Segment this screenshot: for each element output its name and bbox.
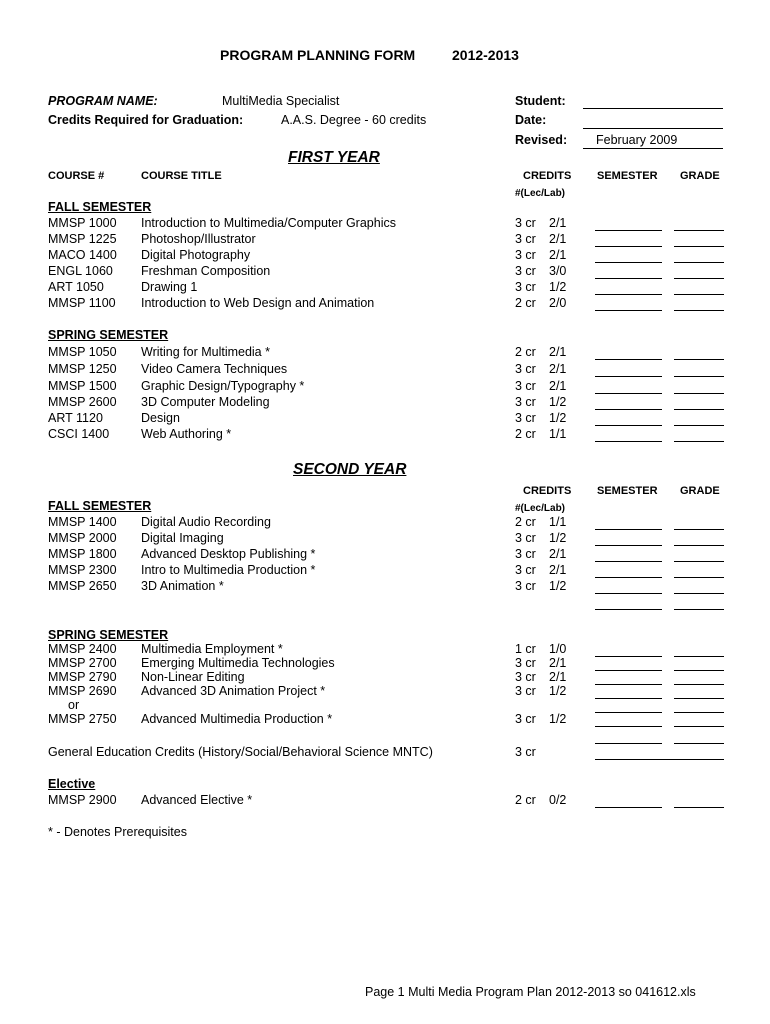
course-credits: 3 cr — [515, 547, 536, 561]
form-title: PROGRAM PLANNING FORM — [220, 47, 416, 63]
course-row — [0, 579, 770, 595]
course-title: Digital Imaging — [141, 531, 224, 545]
second-year-heading: SECOND YEAR — [293, 461, 407, 478]
course-number: MMSP 1225 — [48, 232, 117, 246]
course-lec-lab: 2/1 — [549, 379, 567, 393]
page-footer: Page 1 Multi Media Program Plan 2012-2013 so 041612.xls — [365, 985, 696, 999]
course-lec-lab: 2/1 — [549, 670, 567, 684]
gen-ed-credits: 3 cr — [515, 745, 536, 759]
course-title: 3D Computer Modeling — [141, 395, 270, 409]
course-row — [0, 531, 770, 547]
course-lec-lab: 1/2 — [549, 712, 567, 726]
grade-blank[interactable] — [674, 593, 724, 594]
course-number: MMSP 1050 — [48, 345, 117, 359]
grade-blank[interactable] — [674, 425, 724, 426]
course-lec-lab: 0/2 — [549, 793, 567, 807]
course-row — [0, 216, 770, 232]
course-credits: 3 cr — [515, 563, 536, 577]
course-number: MMSP 2700 — [48, 656, 117, 670]
course-credits: 3 cr — [515, 531, 536, 545]
course-title: Writing for Multimedia * — [141, 345, 270, 359]
grade-blank[interactable] — [674, 609, 724, 610]
course-number: MMSP 2000 — [48, 531, 117, 545]
course-row — [0, 232, 770, 248]
course-credits: 3 cr — [515, 362, 536, 376]
grade-blank[interactable] — [674, 359, 724, 360]
credits-header: CREDITS — [523, 485, 572, 497]
course-lec-lab: 2/0 — [549, 296, 567, 310]
course-number: MMSP 1500 — [48, 379, 117, 393]
semester-blank[interactable] — [595, 425, 662, 426]
program-name-value: MultiMedia Specialist — [222, 94, 340, 108]
course-title: Advanced 3D Animation Project * — [141, 684, 326, 698]
course-number: ENGL 1060 — [48, 264, 113, 278]
course-lec-lab: 1/2 — [549, 531, 567, 545]
course-title: Advanced Desktop Publishing * — [141, 547, 316, 561]
course-credits: 3 cr — [515, 395, 536, 409]
semester-blank[interactable] — [595, 743, 662, 744]
course-row — [0, 264, 770, 280]
date-label: Date: — [515, 113, 547, 127]
credits-required-label: Credits Required for Graduation: — [48, 113, 244, 127]
course-lec-lab: 3/0 — [549, 264, 567, 278]
student-field-line[interactable] — [583, 108, 723, 109]
course-lec-lab: 2/1 — [549, 547, 567, 561]
grade-blank[interactable] — [674, 529, 724, 530]
course-title: Advanced Elective * — [141, 793, 253, 807]
course-title-header: COURSE TITLE — [141, 170, 222, 182]
course-row — [0, 345, 770, 361]
semester-blank[interactable] — [595, 359, 662, 360]
lec-lab-header: #(Lec/Lab) — [515, 188, 566, 199]
course-number: MMSP 2400 — [48, 642, 117, 656]
course-row — [0, 793, 770, 809]
grade-blank[interactable] — [674, 246, 724, 247]
course-credits: 2 cr — [515, 427, 536, 441]
semester-blank[interactable] — [595, 561, 662, 562]
course-number: MMSP 2790 — [48, 670, 117, 684]
semester-blank[interactable] — [595, 409, 662, 410]
first-year-heading: FIRST YEAR — [288, 149, 380, 166]
semester-header: SEMESTER — [597, 170, 658, 182]
semester-blank[interactable] — [595, 278, 662, 279]
grade-blank[interactable] — [674, 409, 724, 410]
course-credits: 1 cr — [515, 642, 536, 656]
course-credits: 2 cr — [515, 345, 536, 359]
fall-semester-heading: FALL SEMESTER — [48, 200, 152, 214]
semester-blank[interactable] — [595, 246, 662, 247]
grade-blank[interactable] — [674, 698, 724, 699]
revised-label: Revised: — [515, 133, 568, 147]
course-row — [0, 362, 770, 378]
course-credits: 3 cr — [515, 712, 536, 726]
semester-blank[interactable] — [595, 545, 662, 546]
course-credits: 3 cr — [515, 216, 536, 230]
grade-header: GRADE — [680, 485, 720, 497]
course-number: ART 1050 — [48, 280, 104, 294]
course-lec-lab: 2/1 — [549, 216, 567, 230]
spring-semester-heading: SPRING SEMESTER — [48, 628, 169, 642]
course-number: MMSP 1800 — [48, 547, 117, 561]
grade-blank[interactable] — [674, 230, 724, 231]
course-title: Digital Photography — [141, 248, 251, 262]
course-title: Intro to Multimedia Production * — [141, 563, 316, 577]
grade-blank[interactable] — [674, 561, 724, 562]
gen-ed-row — [0, 745, 770, 761]
course-lec-lab: 1/1 — [549, 515, 567, 529]
year-range: 2012-2013 — [452, 47, 519, 63]
semester-blank[interactable] — [595, 698, 662, 699]
course-credits: 2 cr — [515, 296, 536, 310]
course-row — [0, 712, 770, 728]
course-row — [0, 395, 770, 411]
course-row — [0, 515, 770, 531]
semester-blank[interactable] — [595, 294, 662, 295]
semester-blank[interactable] — [595, 393, 662, 394]
course-lec-lab: 2/1 — [549, 563, 567, 577]
prerequisite-note: * - Denotes Prerequisites — [48, 825, 187, 839]
course-number: MMSP 2600 — [48, 395, 117, 409]
course-title: Drawing 1 — [141, 280, 198, 294]
course-number: MMSP 2650 — [48, 579, 117, 593]
semester-blank[interactable] — [595, 529, 662, 530]
course-title: Design — [141, 411, 180, 425]
grade-blank[interactable] — [674, 743, 724, 744]
grade-blank[interactable] — [674, 376, 724, 377]
course-lec-lab: 1/0 — [549, 642, 567, 656]
course-number: MMSP 1250 — [48, 362, 117, 376]
semester-blank[interactable] — [595, 609, 662, 610]
semester-blank[interactable] — [595, 262, 662, 263]
elective-heading: Elective — [48, 777, 96, 791]
course-credits: 3 cr — [515, 264, 536, 278]
grade-blank[interactable] — [674, 726, 724, 727]
course-lec-lab: 1/1 — [549, 427, 567, 441]
grade-blank[interactable] — [674, 262, 724, 263]
course-number: MMSP 1400 — [48, 515, 117, 529]
course-credits: 3 cr — [515, 670, 536, 684]
grade-blank[interactable] — [674, 577, 724, 578]
gen-ed-blank[interactable] — [595, 759, 724, 760]
revised-field-line — [583, 148, 723, 149]
course-credits: 3 cr — [515, 232, 536, 246]
credits-header: CREDITS — [523, 170, 572, 182]
course-credits: 3 cr — [515, 656, 536, 670]
course-title: 3D Animation * — [141, 579, 224, 593]
course-number: ART 1120 — [48, 411, 103, 425]
grade-blank[interactable] — [674, 294, 724, 295]
course-row — [0, 379, 770, 395]
course-lec-lab: 1/2 — [549, 684, 567, 698]
course-number: MACO 1400 — [48, 248, 117, 262]
course-credits: 3 cr — [515, 684, 536, 698]
course-title: Non-Linear Editing — [141, 670, 245, 684]
grade-blank[interactable] — [674, 441, 724, 442]
course-number: MMSP 2690 — [48, 684, 117, 698]
gen-ed-title: General Education Credits (History/Social/Behavioral Science MNTC) — [48, 745, 433, 759]
grade-blank[interactable] — [674, 310, 724, 311]
course-title: Multimedia Employment * — [141, 642, 283, 656]
course-row — [0, 547, 770, 563]
student-label: Student: — [515, 94, 566, 108]
course-row — [0, 427, 770, 443]
program-name-label: PROGRAM NAME: — [48, 94, 158, 108]
course-title: Freshman Composition — [141, 264, 271, 278]
course-lec-lab: 2/1 — [549, 362, 567, 376]
course-row — [0, 563, 770, 579]
grade-blank[interactable] — [674, 545, 724, 546]
course-number: MMSP 2300 — [48, 563, 117, 577]
credits-required-value: A.A.S. Degree - 60 credits — [281, 113, 427, 127]
course-number-header: COURSE # — [48, 170, 105, 182]
course-lec-lab: 2/1 — [549, 656, 567, 670]
semester-blank[interactable] — [595, 726, 662, 727]
course-row — [0, 684, 770, 700]
course-lec-lab: 1/2 — [549, 579, 567, 593]
semester-header: SEMESTER — [597, 485, 658, 497]
semester-blank[interactable] — [595, 310, 662, 311]
course-title: Video Camera Techniques — [141, 362, 288, 376]
course-lec-lab: 2/1 — [549, 345, 567, 359]
semester-blank[interactable] — [595, 577, 662, 578]
course-title: Introduction to Multimedia/Computer Graphics — [141, 216, 396, 230]
course-credits: 3 cr — [515, 579, 536, 593]
grade-blank[interactable] — [674, 807, 724, 808]
course-credits: 3 cr — [515, 280, 536, 294]
spring-semester-heading: SPRING SEMESTER — [48, 328, 169, 342]
course-number: MMSP 2750 — [48, 712, 117, 726]
course-title: Graphic Design/Typography * — [141, 379, 305, 393]
semester-blank[interactable] — [595, 230, 662, 231]
revised-value: February 2009 — [596, 133, 678, 147]
course-lec-lab: 1/2 — [549, 411, 567, 425]
course-row — [0, 296, 770, 312]
fall-semester-heading: FALL SEMESTER — [48, 499, 152, 513]
course-title: Introduction to Web Design and Animation — [141, 296, 375, 310]
course-title: Photoshop/Illustrator — [141, 232, 256, 246]
course-lec-lab: 2/1 — [549, 232, 567, 246]
grade-blank[interactable] — [674, 393, 724, 394]
semester-blank[interactable] — [595, 807, 662, 808]
course-title: Digital Audio Recording — [141, 515, 271, 529]
course-number: MMSP 1000 — [48, 216, 117, 230]
course-title: Emerging Multimedia Technologies — [141, 656, 335, 670]
course-row — [0, 248, 770, 264]
course-lec-lab: 2/1 — [549, 248, 567, 262]
course-credits: 3 cr — [515, 379, 536, 393]
course-number: MMSP 1100 — [48, 296, 116, 310]
semester-blank[interactable] — [595, 593, 662, 594]
course-row — [0, 280, 770, 296]
course-number: CSCI 1400 — [48, 427, 110, 441]
lec-lab-header: #(Lec/Lab) — [515, 503, 566, 514]
course-credits: 3 cr — [515, 411, 536, 425]
grade-header: GRADE — [680, 170, 720, 182]
course-credits: 2 cr — [515, 793, 536, 807]
or-separator: or — [68, 698, 80, 712]
course-title: Web Authoring * — [141, 427, 232, 441]
course-credits: 2 cr — [515, 515, 536, 529]
semester-blank[interactable] — [595, 441, 662, 442]
course-row — [0, 411, 770, 427]
course-credits: 3 cr — [515, 248, 536, 262]
grade-blank[interactable] — [674, 278, 724, 279]
semester-blank[interactable] — [595, 376, 662, 377]
course-lec-lab: 1/2 — [549, 280, 567, 294]
course-number: MMSP 2900 — [48, 793, 117, 807]
course-lec-lab: 1/2 — [549, 395, 567, 409]
date-field-line[interactable] — [583, 128, 723, 129]
course-title: Advanced Multimedia Production * — [141, 712, 333, 726]
